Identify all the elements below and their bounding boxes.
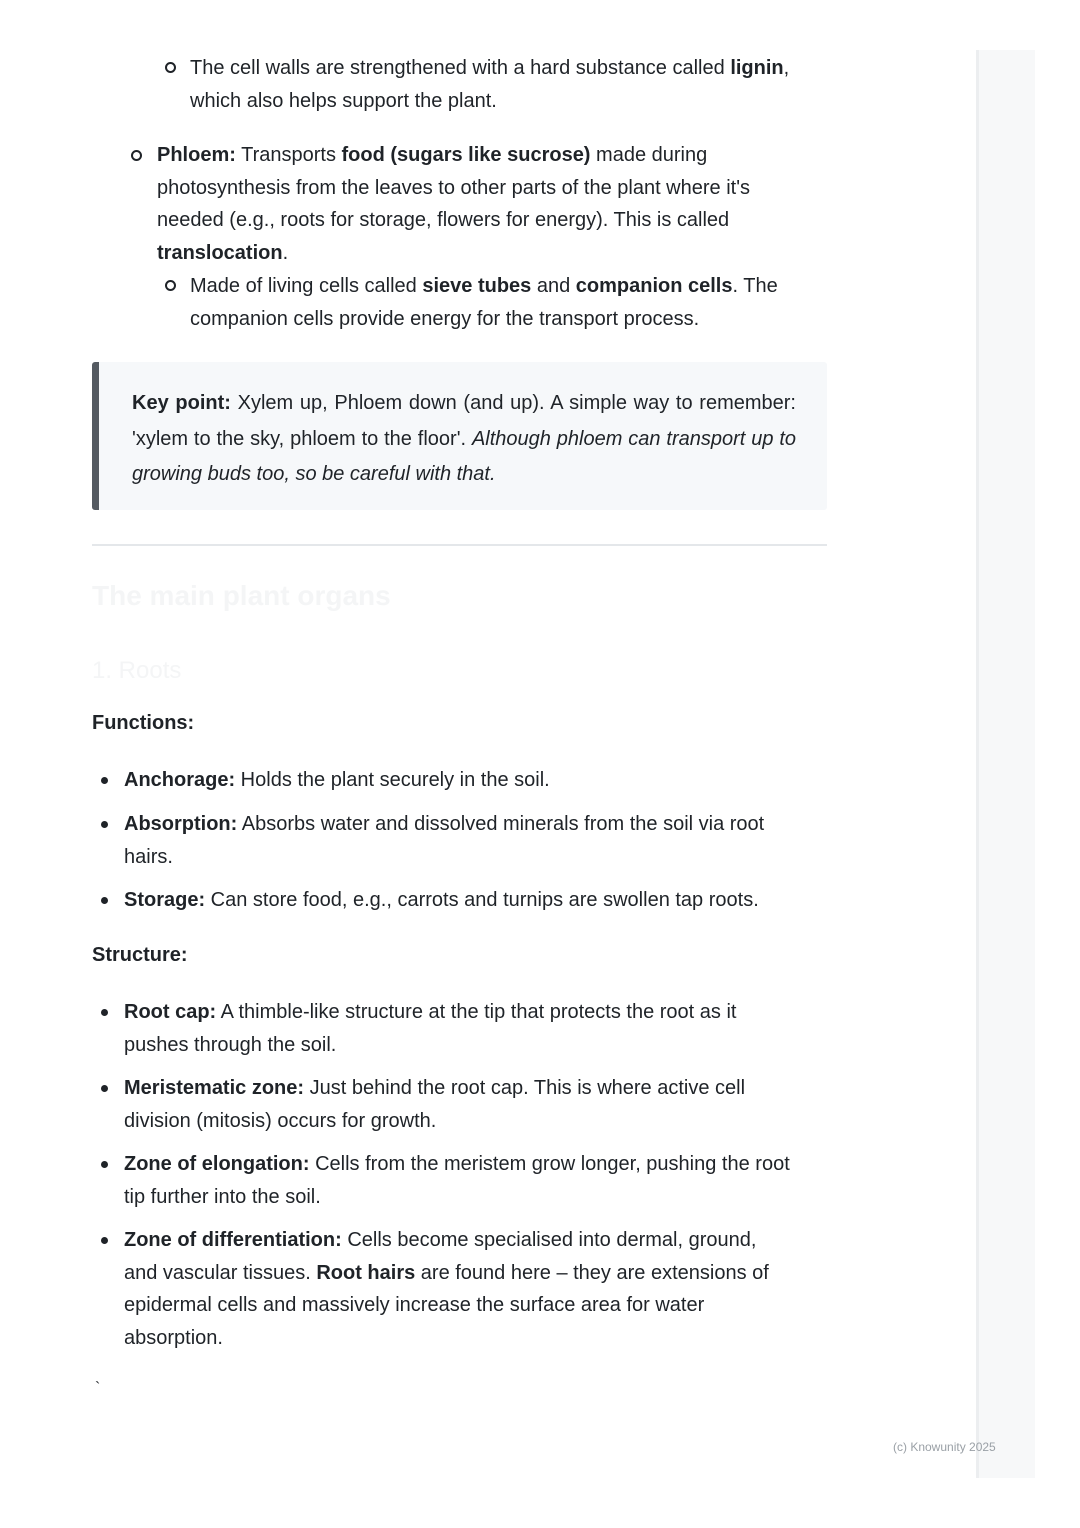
section-divider (92, 544, 827, 546)
phloem-paragraph: Phloem: Transports food (sugars like sucrose) made during photosynthesis from the leaves to other parts of the plant where it's needed (e.g., roots for storage, flowers for energy). This is called translocation. (157, 144, 751, 264)
list-item: Zone of differentiation: Cells become specialised into dermal, ground, and vascular tissues. Root hairs are found here – they are extensions of epidermal cells and massively increase the surface area for water absorption. (124, 1229, 769, 1349)
list-item: Storage: Can store food, e.g., carrots and turnips are swollen tap roots. (124, 889, 759, 911)
stray-backtick: ` (95, 1380, 101, 1397)
list-bullet-icon (101, 821, 108, 828)
structure-heading: Structure: (92, 944, 188, 966)
list-item: Absorption: Absorbs water and dissolved minerals from the soil via root hairs. (124, 813, 765, 868)
section-title: The main plant organs (92, 580, 391, 611)
key-point-callout (92, 362, 827, 510)
phloem-cells-line: Made of living cells called sieve tubes and companion cells. The companion cells provide energy for the transport process. (190, 275, 778, 330)
list-item: Root cap: A thimble-like structure at the tip that protects the root as it pushes through the soil. (124, 1001, 737, 1056)
right-margin-panel (976, 50, 1035, 1478)
xylem-lignin-line: The cell walls are strengthened with a hard substance called lignin, which also helps support the plant. (190, 57, 790, 112)
sub-bullet-icon (165, 62, 176, 73)
list-bullet-icon (101, 1009, 108, 1016)
sub-bullet-icon (165, 280, 176, 291)
functions-heading: Functions: (92, 712, 195, 734)
list-bullet-icon (101, 897, 108, 904)
list-bullet-icon (131, 150, 142, 161)
list-bullet-icon (101, 777, 108, 784)
list-item: Meristematic zone: Just behind the root cap. This is where active cell division (mitosis) occurs for growth. (124, 1077, 746, 1132)
key-point-text: Key point: Xylem up, Phloem down (and up). A simple way to remember: 'xylem to the sky, phloem to the floor'. Although phloem can transport up to growing buds too, so be careful with that. (132, 392, 796, 485)
list-item: Zone of elongation: Cells from the meristem grow longer, pushing the root tip further into the soil. (124, 1153, 790, 1208)
list-item: Anchorage: Holds the plant securely in the soil. (124, 769, 550, 791)
list-bullet-icon (101, 1161, 108, 1168)
section-subtitle: 1. Roots (92, 657, 182, 684)
copyright-footer: (c) Knowunity 2025 (893, 1440, 996, 1454)
list-bullet-icon (101, 1237, 108, 1244)
list-bullet-icon (101, 1085, 108, 1092)
